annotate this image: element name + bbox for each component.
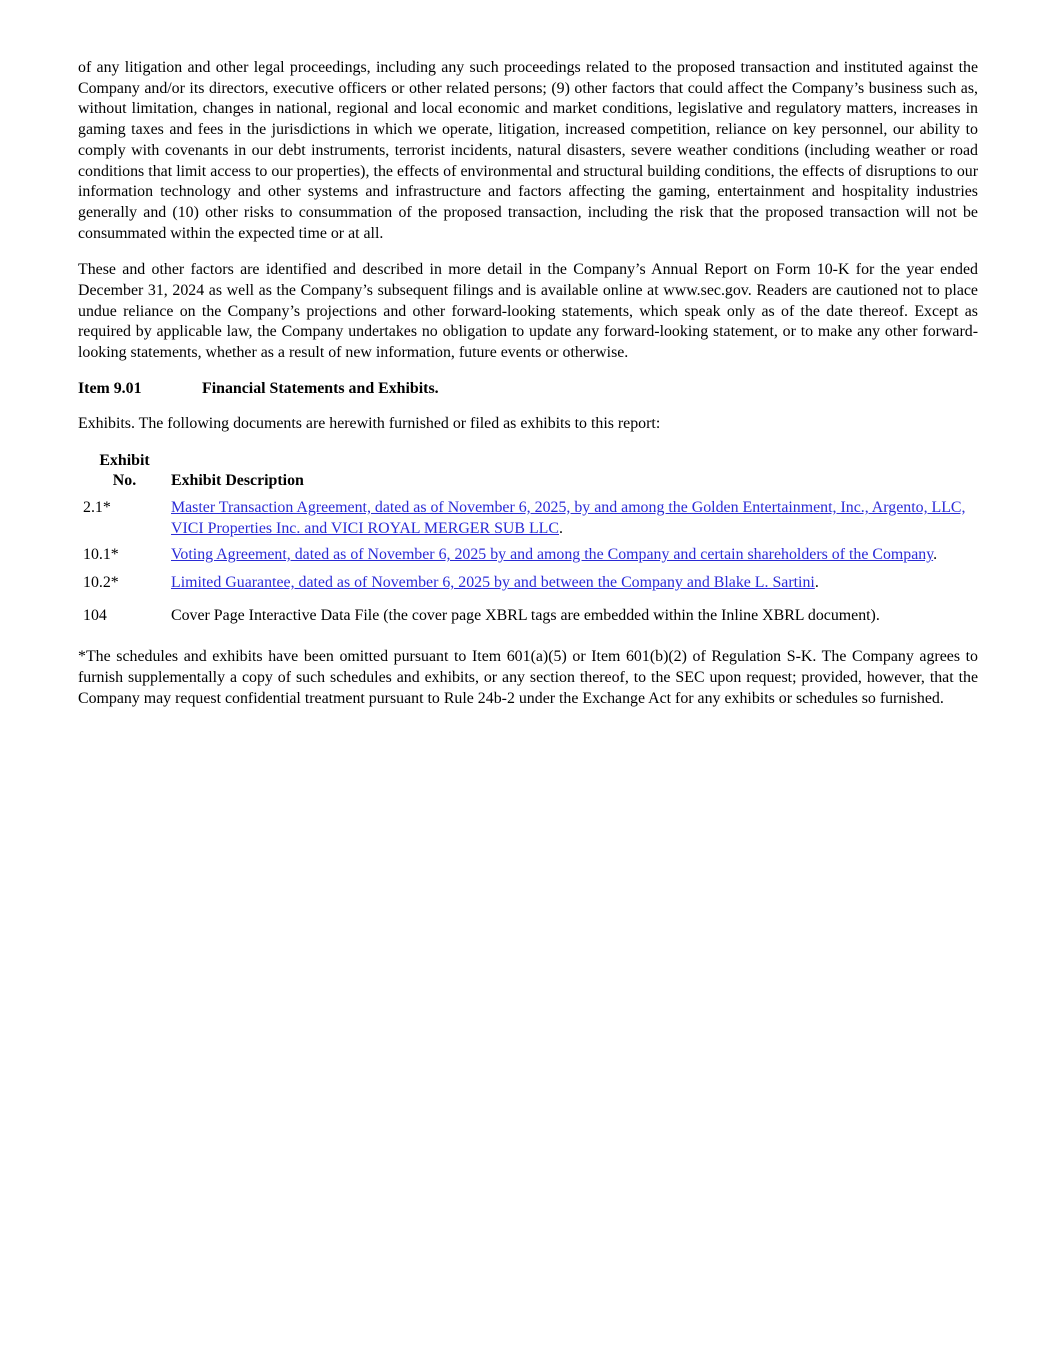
exhibit-number: 10.1* — [83, 546, 119, 564]
exhibit-number: 10.2* — [83, 573, 119, 591]
exhibit-table — [78, 451, 978, 627]
exhibit-no-header — [78, 451, 171, 491]
exhibit-suffix: . — [814, 573, 819, 591]
item-number: Item 9.01 — [78, 379, 142, 397]
exhibit-table-header — [78, 451, 978, 491]
disclaimer-paragraph: These and other factors are identified and described in more detail in the Company’s Annual Report on Form 10-K for the year ended December 31, 2024 as well as the Company’s subsequent filings and is available online at www.sec.gov. Readers are cautioned not to place undue reliance on the Company’s projections and other forward-looking statements, which speak only as of the date thereof. Except as required by applicable law, the Company undertakes no obligation to update any forward-looking statement, or to make any other forward-looking statements, whether as a result of new information, future events or otherwise. — [78, 261, 978, 362]
item-title: Financial Statements and Exhibits. — [202, 379, 439, 397]
exhibit-suffix: . — [933, 546, 938, 564]
risk-factors-paragraph: of any litigation and other legal proceedings, including any such proceedings related to the proposed transaction and instituted against the Company and/or its directors, executive officers or other related persons; (9) other factors that could affect the Company’s business such as, without limitation, changes in national, regional and local economic and market conditions, legislative and regulatory matters, increases in gaming taxes and fees in the jurisdictions in which we operate, litigation, increased competition, reliance on key personnel, our ability to comply with covenants in our debt instruments, terrorist incidents, natural disasters, severe weather conditions (including weather or road conditions that limit access to our properties), the effects of environmental and structural building conditions, the effects of disruptions to our information technology and other systems and infrastructure and factors affecting the gaming, entertainment and hospitality industries generally and (10) other risks to consummation of the proposed transaction, including the risk that the proposed transaction will not be consummated within the expected time or at all. — [78, 59, 978, 242]
exhibit-no-header-line2: No. — [112, 471, 137, 489]
exhibit-number: 2.1* — [83, 498, 111, 516]
exhibit-no-header-line1: Exhibit — [99, 451, 150, 469]
exhibit-link-voting-agreement[interactable]: Voting Agreement, dated as of November 6, 2025 by and among the Company and certain shareholders of the Company — [171, 546, 934, 564]
exhibits-intro: Exhibits. The following documents are herewith furnished or filed as exhibits to this report: — [78, 414, 661, 432]
exhibit-description-header: Exhibit Description — [171, 471, 304, 489]
table-row — [78, 491, 978, 539]
exhibit-description-text: Cover Page Interactive Data File (the cover page XBRL tags are embedded within the Inline XBRL document). — [171, 606, 880, 624]
exhibit-description — [171, 491, 978, 539]
exhibit-description — [171, 539, 978, 566]
exhibit-description — [171, 566, 978, 594]
footnote-paragraph: *The schedules and exhibits have been omitted pursuant to Item 601(a)(5) or Item 601(b)(2) of Regulation S-K. The Company agrees to furnish supplementally a copy of such schedules and exhibits, or any section thereof, to the SEC upon request; provided, however, that the Company may request confidential treatment pursuant to Rule 24b-2 under the Exchange Act for any exhibits or schedules so furnished. — [78, 648, 978, 707]
exhibit-number: 104 — [83, 606, 107, 624]
table-row — [78, 539, 978, 566]
item-heading — [78, 379, 978, 399]
exhibit-link-master-transaction-agreement[interactable]: Master Transaction Agreement, dated as of November 6, 2025, by and among the Golden Entertainment, Inc., Argento, LLC, VICI Properties Inc. and VICI ROYAL MERGER SUB LLC — [171, 498, 966, 537]
exhibit-suffix: . — [558, 519, 563, 537]
table-row — [78, 594, 978, 627]
exhibit-description — [171, 594, 978, 627]
exhibit-link-limited-guarantee[interactable]: Limited Guarantee, dated as of November 6, 2025 by and between the Company and Blake L. Sartini — [171, 573, 815, 591]
table-row — [78, 566, 978, 594]
document-page — [78, 58, 978, 709]
